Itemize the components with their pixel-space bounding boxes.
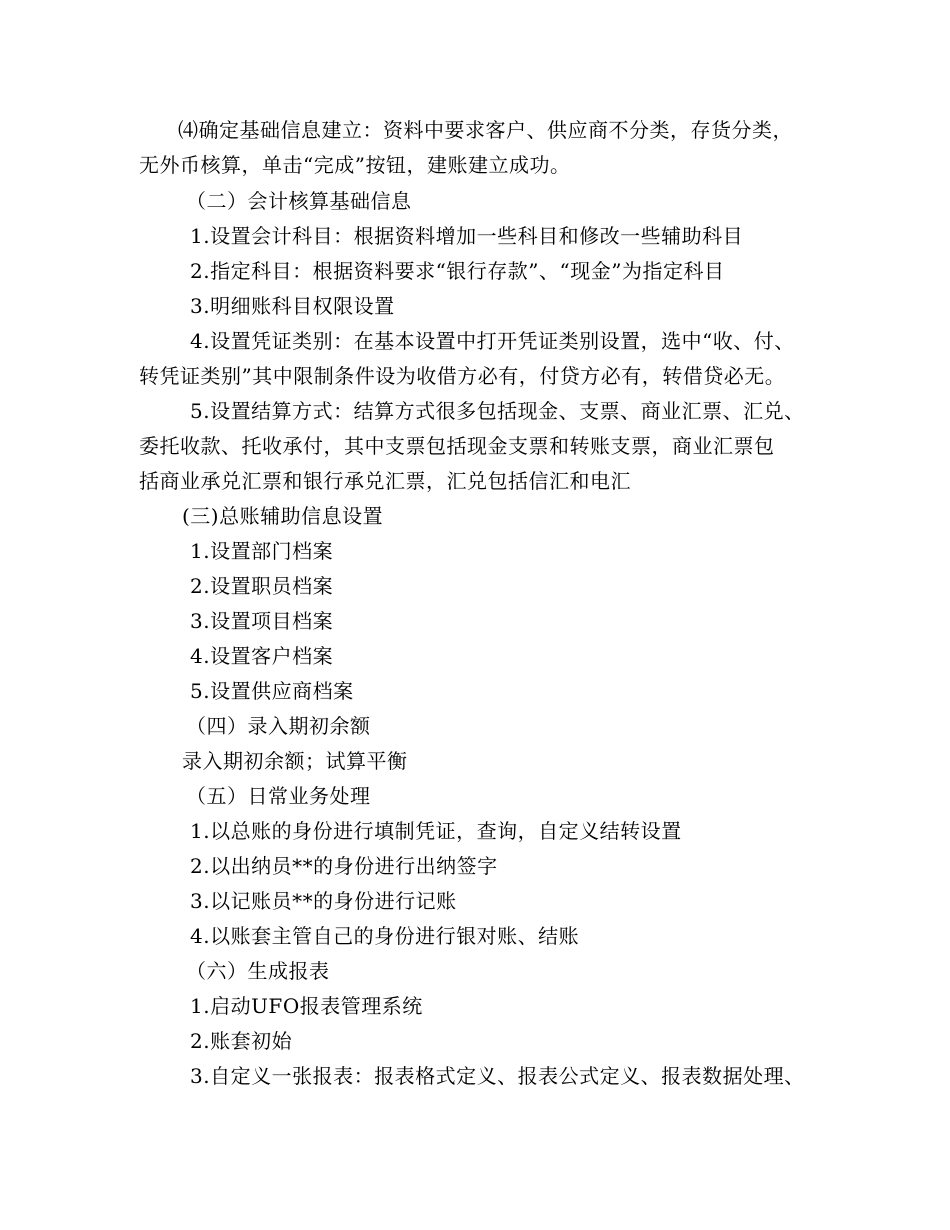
list-item: 5.设置结算方式：结算方式很多包括现金、支票、商业汇票、汇兑、 — [190, 399, 805, 423]
list-item: 4.以账套主管自己的身份进行银对账、结账 — [190, 924, 580, 948]
list-item: 2.设置职员档案 — [190, 574, 334, 598]
list-item: 1.启动UFO报表管理系统 — [190, 994, 423, 1018]
section-heading: （六）生成报表 — [186, 959, 330, 983]
list-item: 2.指定科目：根据资料要求“银行存款”、“现金”为指定科目 — [190, 259, 725, 283]
section-heading: （四）录入期初余额 — [186, 714, 371, 738]
list-item: 2.账套初始 — [190, 1029, 293, 1053]
list-item: 2.以出纳员**的身份进行出纳签字 — [190, 854, 498, 878]
list-item: 3.明细账科目权限设置 — [190, 294, 395, 318]
section-heading: （二）会计核算基础信息 — [186, 189, 412, 213]
section-heading: (三)总账辅助信息设置 — [182, 504, 384, 528]
list-item: 4.设置客户档案 — [190, 644, 334, 668]
list-item: 1.设置部门档案 — [190, 539, 334, 563]
list-item: 3.自定义一张报表：报表格式定义、报表公式定义、报表数据处理、 — [190, 1064, 805, 1088]
list-item: 1.设置会计科目：根据资料增加一些科目和修改一些辅助科目 — [190, 224, 744, 248]
list-item: 3.设置项目档案 — [190, 609, 334, 633]
list-item: 5.设置供应商档案 — [190, 679, 354, 703]
section-heading: （五）日常业务处理 — [186, 784, 371, 808]
paragraph-line: 录入期初余额；试算平衡 — [182, 749, 408, 773]
list-item: 3.以记账员**的身份进行记账 — [190, 889, 457, 913]
list-item: 4.设置凭证类别：在基本设置中打开凭证类别设置，选中“收、付、 — [190, 329, 795, 353]
paragraph-line: ⑷确定基础信息建立：资料中要求客户、供应商不分类，存货分类， — [178, 118, 793, 142]
list-item: 1.以总账的身份进行填制凭证，查询，自定义结转设置 — [190, 819, 682, 843]
paragraph-line: 括商业承兑汇票和银行承兑汇票，汇兑包括信汇和电汇 — [139, 469, 631, 493]
paragraph-line: 无外币核算，单击“完成”按钮，建账建立成功。 — [139, 153, 571, 177]
paragraph-line: 转凭证类别”其中限制条件设为收借方必有，付贷方必有，转借贷必无。 — [139, 364, 786, 388]
paragraph-line: 委托收款、托收承付，其中支票包括现金支票和转账支票，商业汇票包 — [139, 434, 775, 458]
